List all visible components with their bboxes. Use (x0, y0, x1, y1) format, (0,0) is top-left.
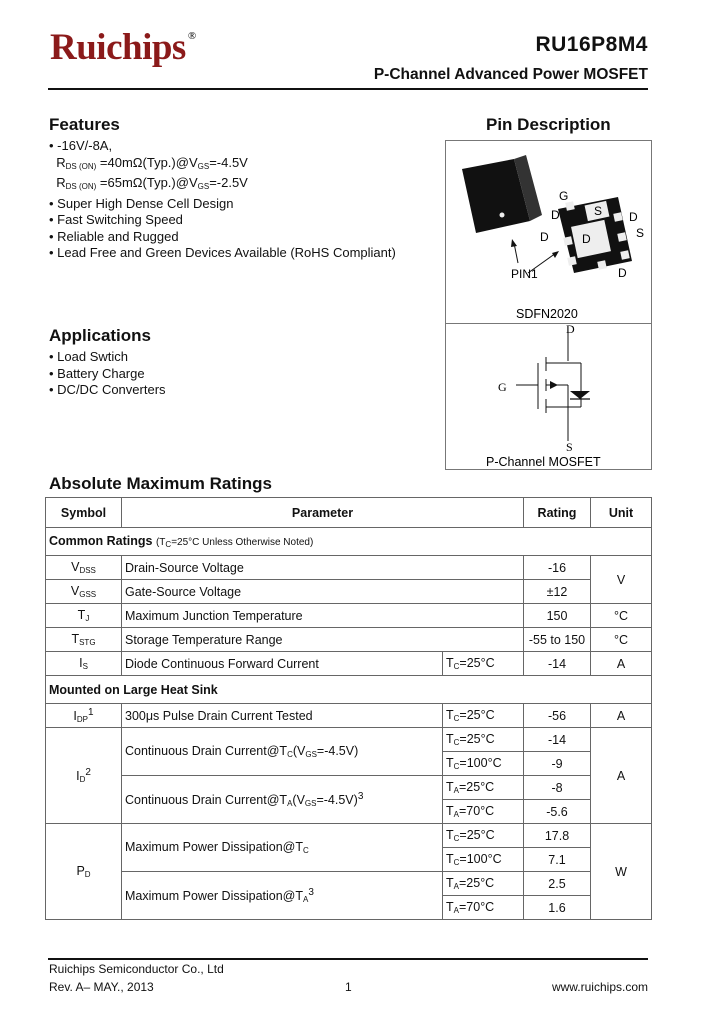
package-top-view-icon (462, 155, 542, 233)
features-list (49, 138, 396, 262)
symbol-cell: $T_J$ (46, 604, 122, 628)
condition-cell: $T_A=25^\circ C$ (443, 776, 524, 800)
symbol-cell: $V_{DSS}$ (46, 556, 122, 580)
unit-cell: °C (591, 604, 652, 628)
pin-label-s: S (636, 226, 645, 240)
condition-cell: $T_A=70^\circ C$ (443, 896, 524, 920)
pin-label-d: D (540, 230, 549, 244)
rating-cell: 1.6 (524, 896, 591, 920)
feature-rds-2: $R_{DS (ON)}$ $=65m\Omega(Typ.)@V_{GS}=-2.5V$ (56, 175, 248, 191)
parameter-cell: Diode Continuous Forward Current (122, 652, 443, 676)
table-row (46, 704, 652, 728)
symbol-cell: $V_{GSS}$ (46, 580, 122, 604)
parameter-cell: Maximum Junction Temperature (122, 604, 524, 628)
symbol-cell: $I_D^2$ (46, 728, 122, 824)
parameter-cell: 300μs Pulse Drain Current Tested (122, 704, 443, 728)
mosfet-symbol-icon (516, 331, 581, 441)
footer-divider (48, 958, 648, 960)
rating-cell: -56 (524, 704, 591, 728)
header-rating: Rating (524, 498, 591, 528)
table-row (46, 580, 652, 604)
application-item: • DC/DC Converters (49, 382, 166, 397)
feature-item: • -16V/-8A, (49, 138, 113, 153)
pin-label-d-center: D (582, 232, 591, 246)
schematic-g-label: G (498, 380, 507, 394)
feature-item: • Reliable and Rugged (49, 228, 179, 244)
page-number: 1 (345, 980, 352, 994)
rating-cell: 2.5 (524, 872, 591, 896)
unit-cell: V (591, 556, 652, 604)
common-ratings-row (46, 528, 652, 556)
pin-label-d: D (551, 208, 560, 222)
feature-rds-1: $R_{DS (ON)}$ $=40m\Omega(Typ.)@V_{GS}=-4.5V$ (56, 154, 248, 171)
symbol-cell: $T_{STG}$ (46, 628, 122, 652)
rating-cell: 7.1 (524, 848, 591, 872)
unit-cell: A (591, 652, 652, 676)
channel-arrow-icon (550, 381, 558, 389)
table-row (46, 604, 652, 628)
condition-cell: $T_C=25^\circ C$ (443, 728, 524, 752)
rating-cell: -5.6 (524, 800, 591, 824)
brand-logo (50, 26, 194, 69)
feature-item: • Lead Free and Green Devices Available (RoHS Compliant) (49, 245, 396, 260)
common-ratings-cell: Common Ratings ($T_C=25^\circ C$ Unless Otherwise Noted) (46, 528, 652, 556)
unit-cell: °C (591, 628, 652, 652)
diode-arrow-icon (570, 391, 590, 399)
rating-cell: -8 (524, 776, 591, 800)
table-row (46, 728, 652, 752)
rating-cell: -9 (524, 752, 591, 776)
pin-label-d: D (629, 210, 638, 224)
condition-cell: $T_C=25^\circ C$ (443, 824, 524, 848)
ratings-title: Absolute Maximum Ratings (49, 474, 272, 493)
application-item: • Battery Charge (49, 365, 145, 381)
brand-name: Ruichips (50, 27, 186, 68)
rating-cell: -55 to 150 (524, 628, 591, 652)
parameter-cell: Continuous Drain $Current@T_A(V_{GS}=-4.5V)^3$ (122, 776, 443, 824)
mounted-cell: Mounted on Large Heat Sink (46, 676, 652, 704)
table-row (46, 776, 652, 800)
applications-title: Applications (49, 326, 152, 345)
condition-cell: $T_C=25^\circ C$ (443, 652, 524, 676)
footer-company: Ruichips Semiconductor Co., Ltd (49, 962, 224, 976)
table-row (46, 556, 652, 580)
pin-label-g: G (559, 189, 569, 203)
table-row (46, 824, 652, 848)
unit-cell: A (591, 704, 652, 728)
pin-label-d: D (618, 266, 627, 280)
rating-cell: ±12 (524, 580, 591, 604)
condition-cell: $T_A=70^\circ C$ (443, 800, 524, 824)
device-subtitle: P-Channel Advanced Power MOSFET (373, 66, 648, 83)
symbol-cell: $I_S$ (46, 652, 122, 676)
symbol-cell: $P_D$ (46, 824, 122, 920)
pinbox-divider (446, 323, 651, 324)
rating-cell: 17.8 (524, 824, 591, 848)
pin-description-title: Pin Description (486, 115, 611, 134)
features-title: Features (49, 115, 120, 134)
unit-cell: W (591, 824, 652, 920)
part-number: RU16P8M4 (535, 33, 648, 56)
pin1-label: PIN1 (511, 267, 538, 281)
applications-list (49, 349, 166, 399)
table-header-row (46, 498, 652, 528)
pin-description-box (445, 140, 652, 470)
ratings-table (45, 497, 652, 920)
table-row (46, 652, 652, 676)
package-diagram (446, 141, 651, 469)
parameter-cell: Drain-Source Voltage (122, 556, 524, 580)
application-item: • Load Swtich (49, 349, 128, 364)
table-row (46, 872, 652, 896)
condition-cell: $T_C=100^\circ C$ (443, 752, 524, 776)
rating-cell: 150 (524, 604, 591, 628)
header-symbol: Symbol (46, 498, 122, 528)
footer-revision: Rev. A– MAY., 2013 (49, 980, 154, 994)
schematic-s-label: S (566, 440, 573, 454)
condition-cell: $T_C=100^\circ C$ (443, 848, 524, 872)
header-parameter: Parameter (122, 498, 524, 528)
pin-label-s: S (594, 204, 603, 218)
feature-item: • Super High Dense Cell Design (49, 195, 234, 211)
header-unit: Unit (591, 498, 652, 528)
condition-cell: $T_A=25^\circ C$ (443, 872, 524, 896)
symbol-cell: $I_{DP}^1$ (46, 704, 122, 728)
schematic-d-label: D (566, 322, 575, 336)
mosfet-type-label: P-Channel MOSFET (486, 455, 601, 469)
parameter-cell: Continuous Drain $Current@T_C(V_{GS}=-4.5V)$ (122, 728, 443, 776)
footer-website[interactable]: www.ruichips.com (551, 980, 648, 994)
parameter-cell: Storage Temperature Range (122, 628, 524, 652)
parameter-cell: Maximum Power $Dissipation@T_A^3$ (122, 872, 443, 920)
parameter-cell: Maximum Power $Dissipation@T_C$ (122, 824, 443, 872)
mounted-row (46, 676, 652, 704)
rating-cell: -14 (524, 652, 591, 676)
registered-mark: ® (187, 30, 196, 42)
package-name: SDFN2020 (516, 307, 578, 321)
table-row (46, 628, 652, 652)
rating-cell: -16 (524, 556, 591, 580)
rating-cell: -14 (524, 728, 591, 752)
condition-cell: $T_C=25^\circ C$ (443, 704, 524, 728)
header-divider (48, 88, 648, 90)
feature-item: • Fast Switching Speed (49, 212, 183, 227)
parameter-cell: Gate-Source Voltage (122, 580, 524, 604)
unit-cell: A (591, 728, 652, 824)
